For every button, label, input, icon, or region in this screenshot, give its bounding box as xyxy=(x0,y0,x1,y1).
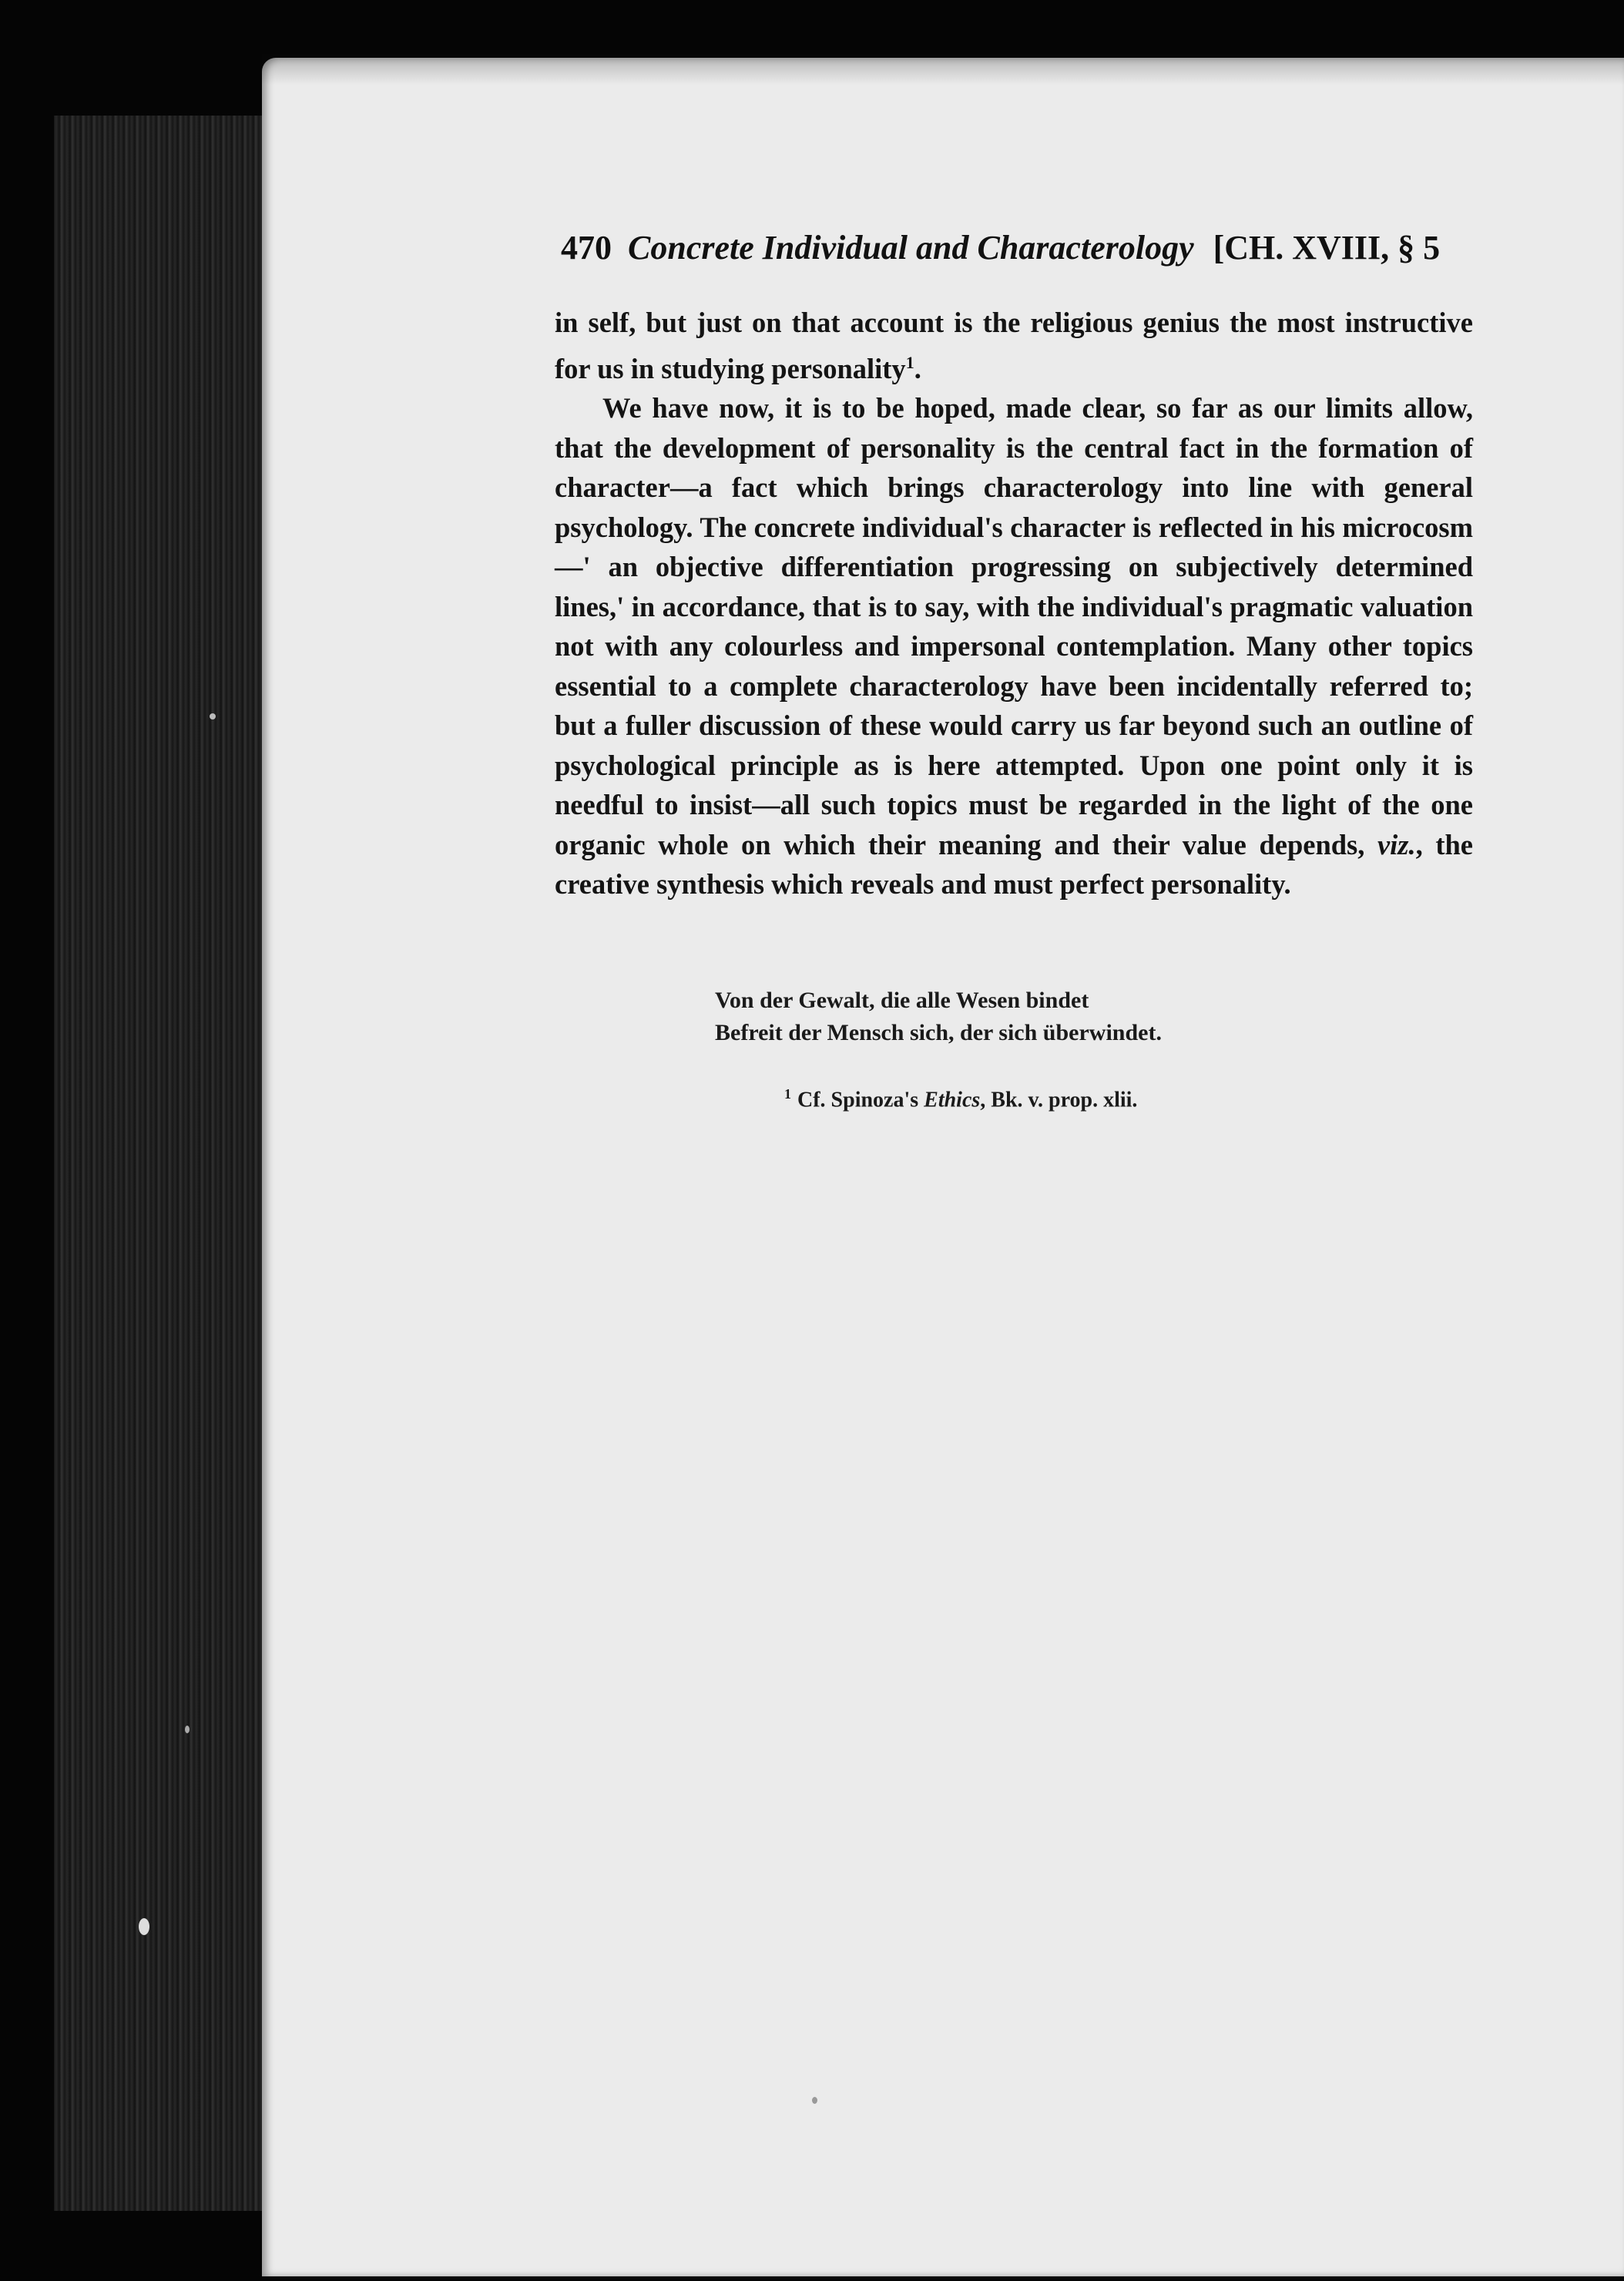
scan-speck xyxy=(185,1726,190,1733)
footnote-italic-title: Ethics xyxy=(924,1088,981,1112)
footnote-mark: 1 xyxy=(784,1086,791,1102)
footnote-reference-mark: 1 xyxy=(905,352,914,372)
scan-speck xyxy=(812,2097,817,2104)
running-title: Concrete Individual and Characterology xyxy=(628,229,1194,267)
footnote-prefix: Cf. Spinoza's xyxy=(797,1088,924,1112)
scan-speck xyxy=(210,713,216,720)
page-number: 470 xyxy=(561,229,612,267)
paragraph-continuation xyxy=(555,303,1473,388)
page-top-shadow xyxy=(262,54,1624,85)
verse-line-1: Von der Gewalt, die alle Wesen bindet xyxy=(715,988,1089,1013)
verse-line-2: Befreit der Mensch sich, der sich überwindet. xyxy=(715,1020,1162,1045)
verse-quotation xyxy=(715,985,1408,1049)
scan-speck xyxy=(139,1918,149,1935)
paragraph-main-end: , the creative synthesis which reveals and must perfect personality. xyxy=(555,828,1473,901)
paragraph-main-italic: viz. xyxy=(1377,828,1416,860)
paragraph-continuation-text: in self, but just on that account is the religious genius the most instructive for us in studying personality xyxy=(555,307,1473,384)
body-text xyxy=(555,303,1473,904)
footnote-suffix: , Bk. v. prop. xlii. xyxy=(980,1088,1138,1112)
paragraph-main xyxy=(555,388,1473,904)
paragraph-continuation-end: . xyxy=(914,352,921,384)
book-spine-edge xyxy=(54,116,270,2211)
paragraph-main-text: We have now, it is to be hoped, made clear, so far as our limits allow, that the development of personality is the central fact in the formation of character—a fact which brings characterology into line with general psychology. The concrete individual's character is reflected in his microcosm—' an objective differentiation progressing on subjectively determined lines,' in accordance, that is to say, with the individual's pragmatic valuation not with any colourless and impersonal contemplation. Many other topics essential to a complete characterology have been incidentally referred to; but a fuller discussion of these would carry us far beyond such an outline of psychological principle as is here attempted. Upon one point only it is needful to insist—all such topics must be regarded in the light of the one organic whole on which their meaning and their value depends, xyxy=(555,392,1473,860)
running-head xyxy=(561,225,1485,271)
chapter-reference: [CH. XVIII, § 5 xyxy=(1213,229,1441,267)
footnote xyxy=(784,1078,1401,1115)
